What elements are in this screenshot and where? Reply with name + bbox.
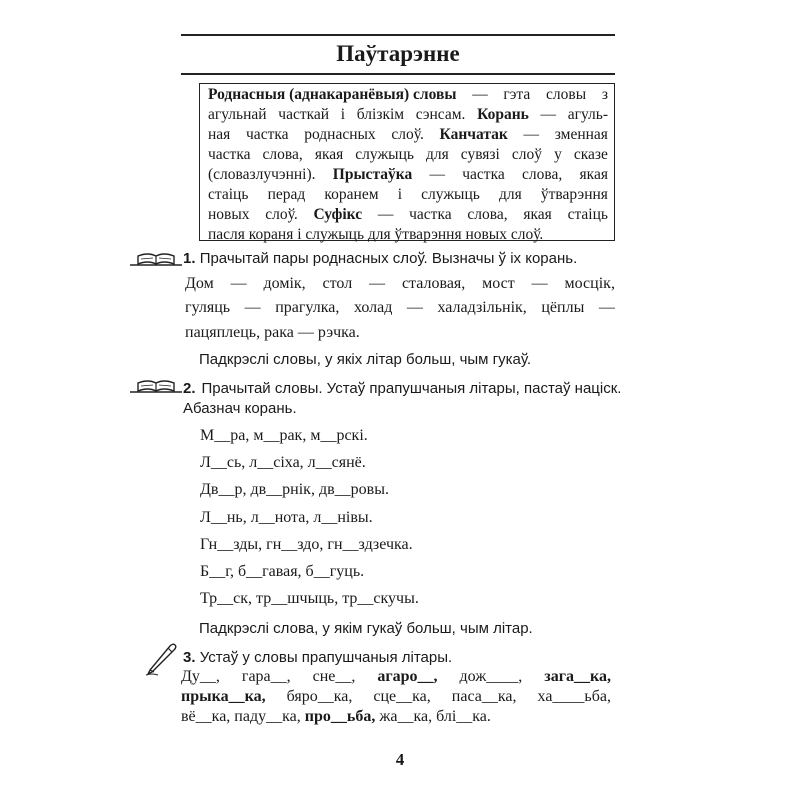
task3-line xyxy=(181,688,611,706)
task2-text-line2: Абазнач корань. xyxy=(183,400,297,417)
task2-note: Падкрэслі слова, у якім гукаў больш, чым літар. xyxy=(199,620,533,637)
task1-line xyxy=(185,324,360,342)
rule-word: — xyxy=(429,166,445,183)
task1-note: Падкрэслі словы, у якіх літар больш, чым гукаў. xyxy=(199,351,532,368)
word: сце__ка, xyxy=(373,688,431,705)
rule-word: частка xyxy=(208,146,251,163)
rule-word: частка xyxy=(246,126,289,143)
task3-number: 3. xyxy=(183,649,196,666)
word: халадзільнік, xyxy=(437,299,527,316)
page-title: Паўтарэнне xyxy=(336,41,460,66)
word: Ду__, xyxy=(181,668,220,685)
word: паса__ка, xyxy=(451,688,517,705)
word: — xyxy=(230,275,247,292)
word: — xyxy=(531,275,548,292)
rule-word: Прыстаўка xyxy=(332,166,413,183)
rule-word: — xyxy=(540,106,557,123)
rule-word: перад xyxy=(267,186,306,203)
rule-box-line xyxy=(208,206,608,224)
task1-line xyxy=(185,275,615,293)
rule-word: стаіць xyxy=(567,206,608,223)
rule-word: пасля кораня і служыць для ўтварэння новых слоў. xyxy=(208,226,544,243)
rule-word: Канчатак xyxy=(439,126,508,143)
page-number: 4 xyxy=(395,750,405,769)
rule-word: служыць xyxy=(355,146,414,163)
rule-word: Корань xyxy=(477,106,529,123)
word: бяро__ка, xyxy=(286,688,353,705)
rule-word: слова, xyxy=(522,166,563,183)
word: цёплы xyxy=(541,299,585,316)
word: стол xyxy=(322,275,353,292)
rule-word: сувязі xyxy=(460,146,500,163)
rule-word: частка xyxy=(462,166,505,183)
rule-word: гэта xyxy=(503,86,531,103)
word: зага__ка, xyxy=(544,668,611,685)
rule-word: словы xyxy=(546,86,587,103)
rule-word: — xyxy=(472,86,488,103)
word: жа__ка, блі__ка. xyxy=(375,708,491,725)
task2-line: Дв__р, дв__рнік, дв__ровы. xyxy=(200,481,389,499)
task3-text: Устаў у словы прапушчаныя літары. xyxy=(199,649,453,666)
task3-line xyxy=(181,668,611,686)
rule-word: слоў xyxy=(511,146,543,163)
rule-word: новых xyxy=(208,206,250,223)
task2-line: Б__г, б__гавая, б__гуць. xyxy=(200,563,365,580)
book-icon xyxy=(130,250,182,268)
task1-text: Прачытай пары роднасных слоў. Вызначы ў іх корань. xyxy=(199,250,578,267)
word: сталовая, xyxy=(401,275,466,292)
rule-word: ная xyxy=(208,126,231,143)
rule-word: з xyxy=(601,86,608,103)
word: — xyxy=(406,299,423,316)
title-rule-bottom xyxy=(181,73,615,75)
rule-word: стаіць xyxy=(208,186,249,203)
word: — xyxy=(598,299,615,316)
word: дож____, xyxy=(459,668,523,685)
word: домік, xyxy=(263,275,306,292)
rule-word: і xyxy=(340,106,346,123)
rule-word: для xyxy=(498,186,522,203)
rule-word: частка xyxy=(409,206,452,223)
rule-word: зменная xyxy=(554,126,608,143)
task2-line: Тр__ск, тр__шчыць, тр__скучы. xyxy=(200,590,419,608)
rule-word: слова, xyxy=(467,206,508,223)
task2-line: Гн__зды, гн__здо, гн__здзечка. xyxy=(200,535,413,553)
word: гуляць xyxy=(185,299,231,316)
rule-box-line xyxy=(208,126,608,144)
task2-text-line1: Прачытай словы. Устаў прапушчаныя літары, пастаў націск. xyxy=(201,380,622,397)
rule-word: Роднасныя (аднакаранёвыя) словы xyxy=(208,86,457,103)
rule-word: коранем xyxy=(324,186,379,203)
rule-word: служыць xyxy=(421,186,480,203)
rule-word: і xyxy=(397,186,402,203)
word: вё__ка, паду__ка, xyxy=(181,708,305,725)
rule-word: часткай xyxy=(278,106,330,123)
word: прыка__ка, xyxy=(181,688,266,705)
rule-word: (словазлучэнні). xyxy=(208,166,316,183)
rule-word: Суфікс xyxy=(313,206,363,223)
task2-line: Л__сь, л__сіха, л__сянё. xyxy=(200,454,366,472)
rule-word: агульнай xyxy=(208,106,267,123)
word: про__ьба, xyxy=(304,708,376,725)
rule-word: — xyxy=(377,206,394,223)
rule-word: для xyxy=(425,146,449,163)
word: пацяплець, рака — рэчка. xyxy=(185,324,360,341)
rule-box-line xyxy=(208,226,608,244)
task2-line: Л__нь, л__нота, л__нівы. xyxy=(200,508,373,526)
rule-box-line xyxy=(208,106,608,124)
task2-heading xyxy=(183,380,622,397)
title-rule-top xyxy=(181,34,615,36)
word: — xyxy=(369,275,386,292)
rule-word: сэнсам. xyxy=(415,106,466,123)
task3-line xyxy=(181,708,491,726)
rule-word: сказе xyxy=(573,146,608,163)
rule-box-line xyxy=(208,186,608,204)
rule-box-line xyxy=(208,86,608,104)
rule-word: ўтварэння xyxy=(540,186,608,203)
task2-line: М__ра, м__рак, м__рскі. xyxy=(200,427,368,444)
rule-box-line xyxy=(208,146,608,164)
task2-number: 2. xyxy=(183,380,196,397)
word: агаро__, xyxy=(377,668,438,685)
task3-heading xyxy=(183,649,452,666)
rule-word: якая xyxy=(579,166,608,183)
word: холад xyxy=(353,299,393,316)
word: мост xyxy=(482,275,515,292)
rule-word: якая xyxy=(523,206,552,223)
word: гара__, xyxy=(241,668,291,685)
rule-word: слоў. xyxy=(391,126,424,143)
rule-word: у xyxy=(554,146,562,163)
word: Дом xyxy=(185,275,214,292)
word: ха____ьба, xyxy=(537,688,611,705)
rule-box-line xyxy=(208,166,608,184)
rule-word: блізкім xyxy=(356,106,405,123)
task1-number: 1. xyxy=(183,250,196,267)
task1-heading xyxy=(183,250,577,267)
rule-word: — xyxy=(523,126,540,143)
rule-word: якая xyxy=(314,146,344,163)
word: — xyxy=(244,299,261,316)
rule-word: слоў. xyxy=(265,206,298,223)
rule-word: слова, xyxy=(262,146,303,163)
word: сне__, xyxy=(312,668,356,685)
book-icon xyxy=(130,377,182,395)
word: прагулка, xyxy=(275,299,340,316)
task1-line xyxy=(185,299,615,317)
rule-word: роднасных xyxy=(304,126,376,143)
word: мосцік, xyxy=(564,275,615,292)
rule-word: агуль- xyxy=(567,106,608,123)
pen-icon xyxy=(144,640,180,676)
